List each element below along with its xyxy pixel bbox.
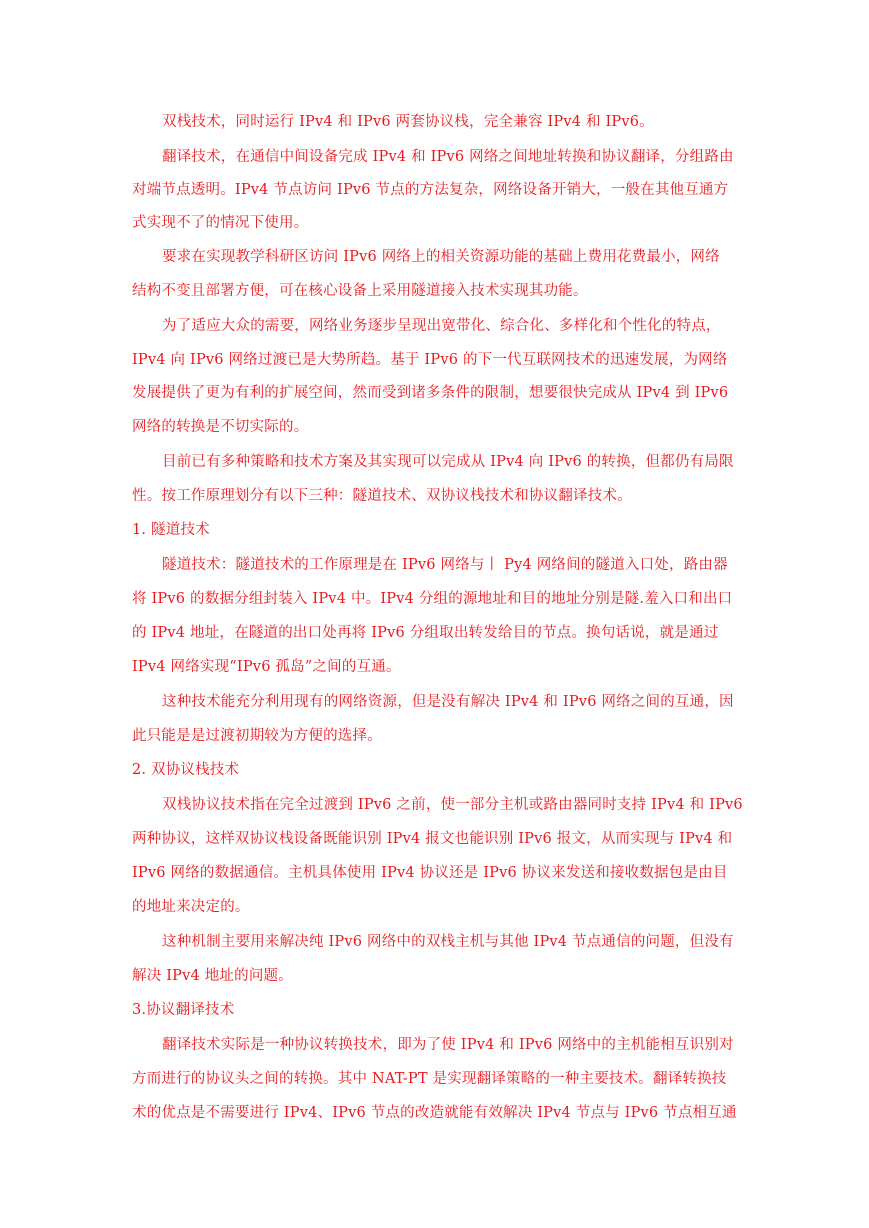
text-line: IPv4 向 IPv6 网络过渡已是大势所趋。基于 IPv6 的下一代互联网技术的迅速发展，为网络: [132, 352, 728, 368]
text-line: 这种机制主要用来解决纯 IPv6 网络中的双栈主机与其他 IPv4 节点通信的问题，但没有: [162, 934, 734, 950]
text-line: 隧道技术：隧道技术的工作原理是在 IPv6 网络与丨 Py4 网络间的隧道入口处，路由器: [162, 557, 728, 573]
text-line: 网络的转换是不切实际的。: [132, 419, 309, 435]
text-line: 将 IPv6 的数据分组封装入 IPv4 中。IPv4 分组的源地址和目的地址分别是隧.羞入口和出口: [132, 591, 733, 607]
text-line: 这种技术能充分利用现有的网络资源，但是没有解决 IPv4 和 IPv6 网络之间的互通，因: [162, 694, 734, 710]
text-line: 结构不变且部署方便，可在核心设备上采用隧道接入技术实现其功能。: [132, 283, 588, 299]
text-line: 的 IPv4 地址，在隧道的出口处再将 IPv6 分组取出转发给目的节点。换句话说，就是通过: [132, 625, 719, 641]
text-line: 发展提供了更为有利的扩展空间，然而受到诸多条件的限制，想要很快完成从 IPv4 到 IPv6: [132, 385, 729, 401]
text-line: IPv4 网络实现“IPv6 孤岛”之间的互通。: [132, 659, 401, 675]
text-line: 对端节点透明。IPv4 节点访问 IPv6 节点的方法复杂，网络设备开销大，一般在其他互通方: [132, 182, 729, 198]
text-line: 双栈协议技术指在完全过渡到 IPv6 之前，使一部分主机或路由器同时支持 IPv4 和 IPv6: [162, 797, 743, 813]
text-line: 要求在实现教学科研区访问 IPv6 网络上的相关资源功能的基础上费用花费最小，网络: [162, 249, 720, 265]
text-line: 双栈技术，同时运行 IPv4 和 IPv6 两套协议栈，完全兼容 IPv4 和 IPv6。: [162, 114, 654, 130]
section-heading: 2. 双协议栈技术: [132, 762, 240, 778]
text-line: 性。按工作原理划分有以下三种：隧道技术、双协议栈技术和协议翻译技术。: [132, 488, 632, 504]
text-line: 为了适应大众的需要，网络业务逐步呈现出宽带化、综合化、多样化和个性化的特点，: [162, 318, 721, 334]
text-line: 的地址来决定的。: [132, 899, 250, 915]
text-line: 解决 IPv4 地址的问题。: [132, 968, 293, 984]
text-line: IPv6 网络的数据通信。主机具体使用 IPv4 协议还是 IPv6 协议来发送和接收数据包是由目: [132, 865, 728, 881]
text-line: 翻译技术，在通信中间设备完成 IPv4 和 IPv6 网络之间地址转换和协议翻译，分组路由: [162, 149, 734, 165]
text-line: 式实现不了的情况下使用。: [132, 215, 309, 231]
text-line: 目前已有多种策略和技术方案及其实现可以完成从 IPv4 向 IPv6 的转换，但都仍有局限: [162, 454, 734, 470]
section-heading: 3.协议翻译技术: [132, 1002, 235, 1018]
text-line: 此只能是是过渡初期较为方便的选择。: [132, 728, 382, 744]
section-heading: 1. 隧道技术: [132, 522, 210, 538]
text-line: 术的优点是不需要进行 IPv4、IPv6 节点的改造就能有效解决 IPv4 节点与 IPv6 节点相互通: [132, 1105, 737, 1121]
text-line: 翻译技术实际是一种协议转换技术，即为了使 IPv4 和 IPv6 网络中的主机能相互识别对: [162, 1037, 734, 1053]
text-line: 两种协议，这样双协议栈设备既能识别 IPv4 报文也能识别 IPv6 报文，从而实现与 IPv4 和: [132, 831, 733, 847]
text-line: 方而进行的协议头之间的转换。其中 NAT-PT 是实现翻译策略的一种主要技术。翻译转换技: [132, 1071, 727, 1087]
